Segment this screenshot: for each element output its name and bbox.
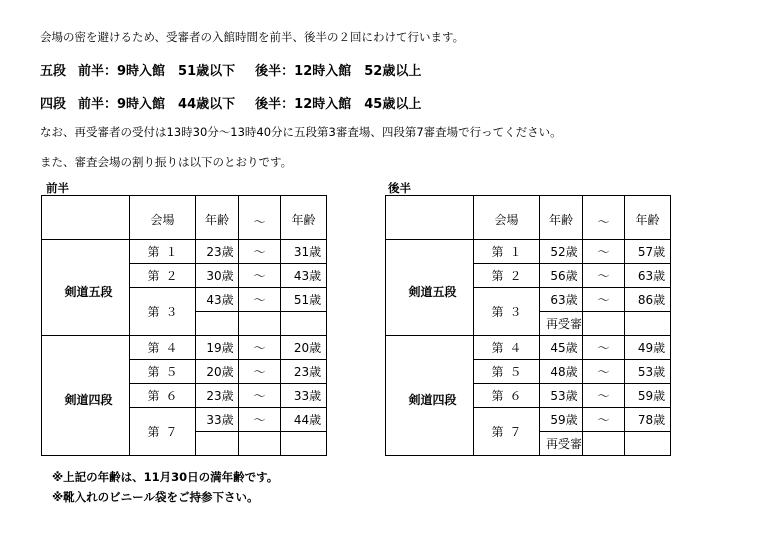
table-title-second-half: 後半 xyxy=(388,181,411,195)
age-from-cell: 23歳 xyxy=(196,240,239,264)
tilde-cell: ～ xyxy=(583,288,625,312)
empty-cell xyxy=(625,432,671,456)
age-to-cell: 31歳 xyxy=(281,240,327,264)
age-to-cell: 57歳 xyxy=(625,240,671,264)
room-cell: 第２ xyxy=(130,264,196,288)
room-cell: 第４ xyxy=(130,336,196,360)
corner-cell xyxy=(42,196,130,240)
table-row xyxy=(386,336,671,360)
age-to-cell: 33歳 xyxy=(281,384,327,408)
footnote-age: ※上記の年齢は、11月30日の満年齢です。 xyxy=(52,470,279,484)
room-cell: 第１ xyxy=(474,240,540,264)
tilde-cell: ～ xyxy=(583,360,625,384)
intro-text: 会場の密を避けるため、受審者の入館時間を前半、後半の２回にわけて行います。 xyxy=(40,30,465,44)
first-half-table xyxy=(41,195,327,456)
tilde-cell: ～ xyxy=(583,408,625,432)
schedule-5dan xyxy=(40,60,421,79)
table-row xyxy=(42,240,327,264)
age-from-cell: 23歳 xyxy=(196,384,239,408)
grade-label: 剣道四段 xyxy=(386,336,474,456)
header-age-from: 年齢 xyxy=(196,196,239,240)
tilde-cell: ～ xyxy=(239,384,281,408)
age-from-cell: 59歳 xyxy=(540,408,583,432)
footnote-shoe-bag: ※靴入れのビニール袋をご持参下さい。 xyxy=(52,490,259,504)
grade-label: 剣道五段 xyxy=(386,240,474,336)
age-from-cell: 43歳 xyxy=(196,288,239,312)
corner-cell xyxy=(386,196,474,240)
age-to-cell: 53歳 xyxy=(625,360,671,384)
age-from-cell: 53歳 xyxy=(540,384,583,408)
age-to-cell: 44歳 xyxy=(281,408,327,432)
age-from-cell: 19歳 xyxy=(196,336,239,360)
age-from-cell: 45歳 xyxy=(540,336,583,360)
tilde-cell: ～ xyxy=(583,264,625,288)
room-cell: 第２ xyxy=(474,264,540,288)
room-cell: 第３ xyxy=(130,288,196,336)
table-title-first-half: 前半 xyxy=(46,181,69,195)
header-row xyxy=(42,196,327,240)
age-to-cell: 86歳 xyxy=(625,288,671,312)
age-to-cell: 23歳 xyxy=(281,360,327,384)
header-age-to: 年齢 xyxy=(281,196,327,240)
table-row xyxy=(386,240,671,264)
tilde-cell: ～ xyxy=(239,360,281,384)
age-to-cell: 49歳 xyxy=(625,336,671,360)
age-from-cell: 20歳 xyxy=(196,360,239,384)
table-row xyxy=(42,336,327,360)
room-cell: 第３ xyxy=(474,288,540,336)
age-from-cell: 48歳 xyxy=(540,360,583,384)
header-tilde: ～ xyxy=(583,196,625,240)
header-row xyxy=(386,196,671,240)
empty-cell xyxy=(281,432,327,456)
schedule-second: 後半：12時入館 45歳以上 xyxy=(255,97,422,112)
tilde-cell: ～ xyxy=(583,336,625,360)
schedule-first: 前半：9時入館 44歳以下 xyxy=(78,97,236,112)
empty-cell xyxy=(583,432,625,456)
schedule-second: 後半：12時入館 52歳以上 xyxy=(255,64,422,79)
empty-cell xyxy=(583,312,625,336)
assignment-intro: また、審査会場の割り振りは以下のとおりです。 xyxy=(40,155,293,169)
room-cell: 第４ xyxy=(474,336,540,360)
tilde-cell: ～ xyxy=(583,240,625,264)
grade-label: 剣道四段 xyxy=(42,336,130,456)
header-age-from: 年齢 xyxy=(540,196,583,240)
age-from-cell: 30歳 xyxy=(196,264,239,288)
retake-note: なお、再受審者の受付は13時30分～13時40分に五段第3審査場、四段第7審査場で行ってください。 xyxy=(40,125,562,139)
second-half-table xyxy=(385,195,671,456)
age-from-cell: 52歳 xyxy=(540,240,583,264)
tilde-cell: ～ xyxy=(239,240,281,264)
tilde-cell: ～ xyxy=(239,288,281,312)
header-venue: 会場 xyxy=(130,196,196,240)
tilde-cell: ～ xyxy=(583,384,625,408)
tilde-cell: ～ xyxy=(239,336,281,360)
age-to-cell: 43歳 xyxy=(281,264,327,288)
empty-cell xyxy=(281,312,327,336)
retake-note-cell xyxy=(196,312,239,336)
age-to-cell: 51歳 xyxy=(281,288,327,312)
age-to-cell: 78歳 xyxy=(625,408,671,432)
retake-note-cell xyxy=(196,432,239,456)
room-cell: 第７ xyxy=(474,408,540,456)
age-from-cell: 63歳 xyxy=(540,288,583,312)
empty-cell xyxy=(239,312,281,336)
room-cell: 第５ xyxy=(474,360,540,384)
age-from-cell: 33歳 xyxy=(196,408,239,432)
schedule-rank: 五段 xyxy=(40,64,67,79)
grade-label: 剣道五段 xyxy=(42,240,130,336)
header-age-to: 年齢 xyxy=(625,196,671,240)
age-to-cell: 59歳 xyxy=(625,384,671,408)
schedule-rank: 四段 xyxy=(40,97,67,112)
header-tilde: ～ xyxy=(239,196,281,240)
age-to-cell: 63歳 xyxy=(625,264,671,288)
age-from-cell: 56歳 xyxy=(540,264,583,288)
age-to-cell: 20歳 xyxy=(281,336,327,360)
room-cell: 第６ xyxy=(130,384,196,408)
room-cell: 第７ xyxy=(130,408,196,456)
retake-note-cell: 再受審 xyxy=(540,312,583,336)
room-cell: 第６ xyxy=(474,384,540,408)
schedule-first: 前半：9時入館 51歳以下 xyxy=(78,64,236,79)
tilde-cell: ～ xyxy=(239,264,281,288)
empty-cell xyxy=(239,432,281,456)
empty-cell xyxy=(625,312,671,336)
room-cell: 第５ xyxy=(130,360,196,384)
room-cell: 第１ xyxy=(130,240,196,264)
schedule-4dan xyxy=(40,93,421,112)
header-venue: 会場 xyxy=(474,196,540,240)
retake-note-cell: 再受審 xyxy=(540,432,583,456)
tilde-cell: ～ xyxy=(239,408,281,432)
